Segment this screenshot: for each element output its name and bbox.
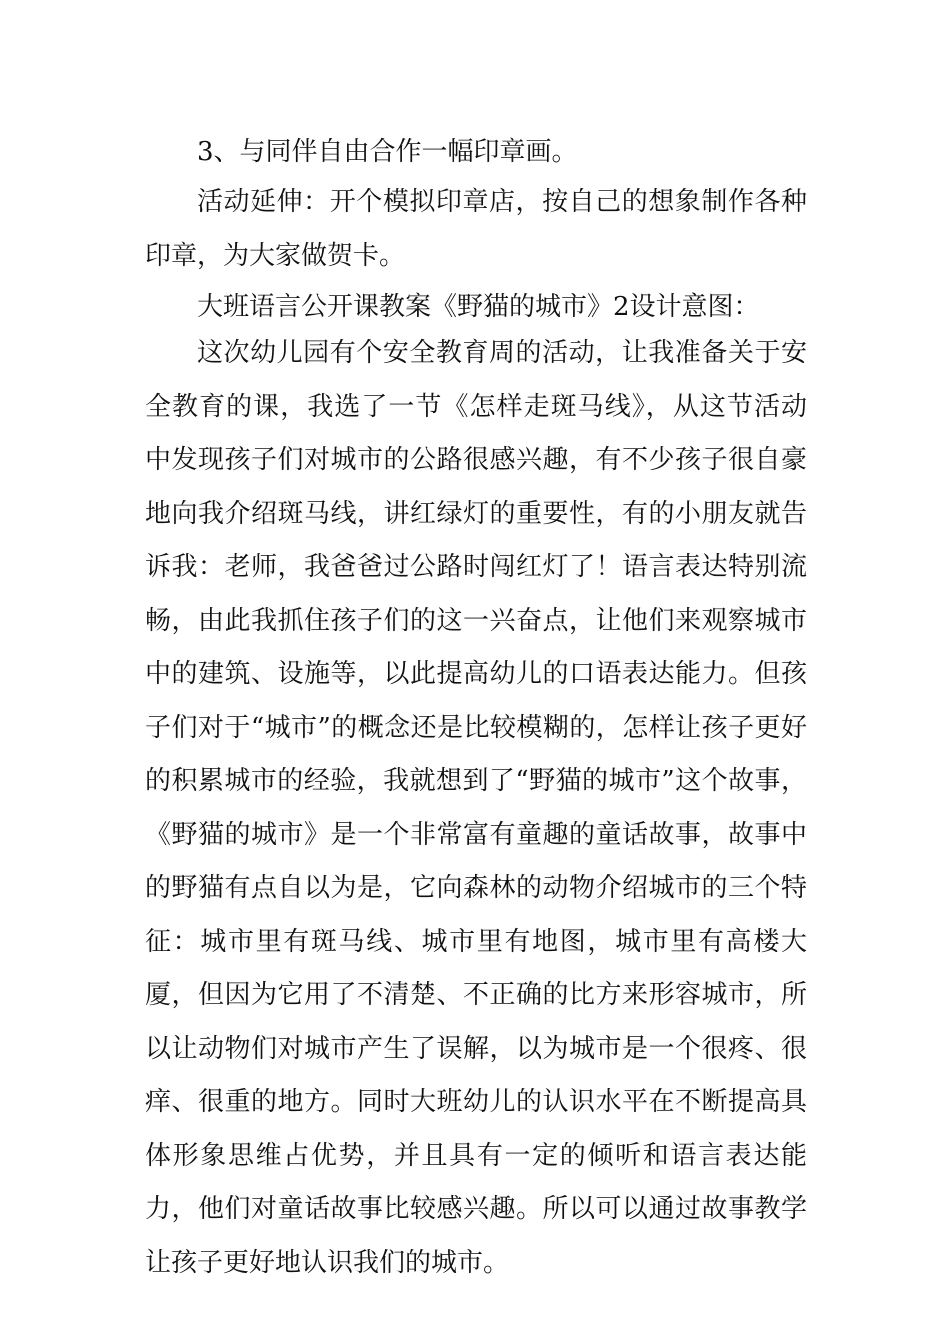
- paragraph-design-intent: 这次幼儿园有个安全教育周的活动，让我准备关于安全教育的课，我选了一节《怎样走斑马线》，从这节活动中发现孩子们对城市的公路很感兴趣，有不少孩子很自豪地向我介绍斑马线，讲红绿灯的重要性，有的小朋友就告诉我：老师，我爸爸过公路时闯红灯了！语言表达特别流畅，由此我抓住孩子们的这一兴奋点，让他们来观察城市中的建筑、设施等，以此提高幼儿的口语表达能力。但孩子们对于“城市”的概念还是比较模糊的，怎样让孩子更好的积累城市的经验，我就想到了“野猫的城市”这个故事，《野猫的城市》是一个非常富有童趣的童话故事，故事中的野猫有点自以为是，它向森林的动物介绍城市的三个特征：城市里有斑马线、城市里有地图，城市里有高楼大厦，但因为它用了不清楚、不正确的比方来形容城市，所以让动物们对城市产生了误解，以为城市是一个很疼、很痒、很重的地方。同时大班幼儿的认识水平在不断提高具体形象思维占优势，并且具有一定的倾听和语言表达能力，他们对童话故事比较感兴趣。所以可以通过故事教学让孩子更好地认识我们的城市。: [145, 338, 807, 1278]
- paragraph-activity-extension: 活动延伸：开个模拟印章店，按自己的想象制作各种印章，为大家做贺卡。: [145, 187, 807, 271]
- paragraph-lesson-title: 大班语言公开课教案《野猫的城市》2设计意图：: [197, 292, 760, 322]
- paragraph-activity-step-3: 3、与同伴自由合作一幅印章画。: [197, 137, 578, 167]
